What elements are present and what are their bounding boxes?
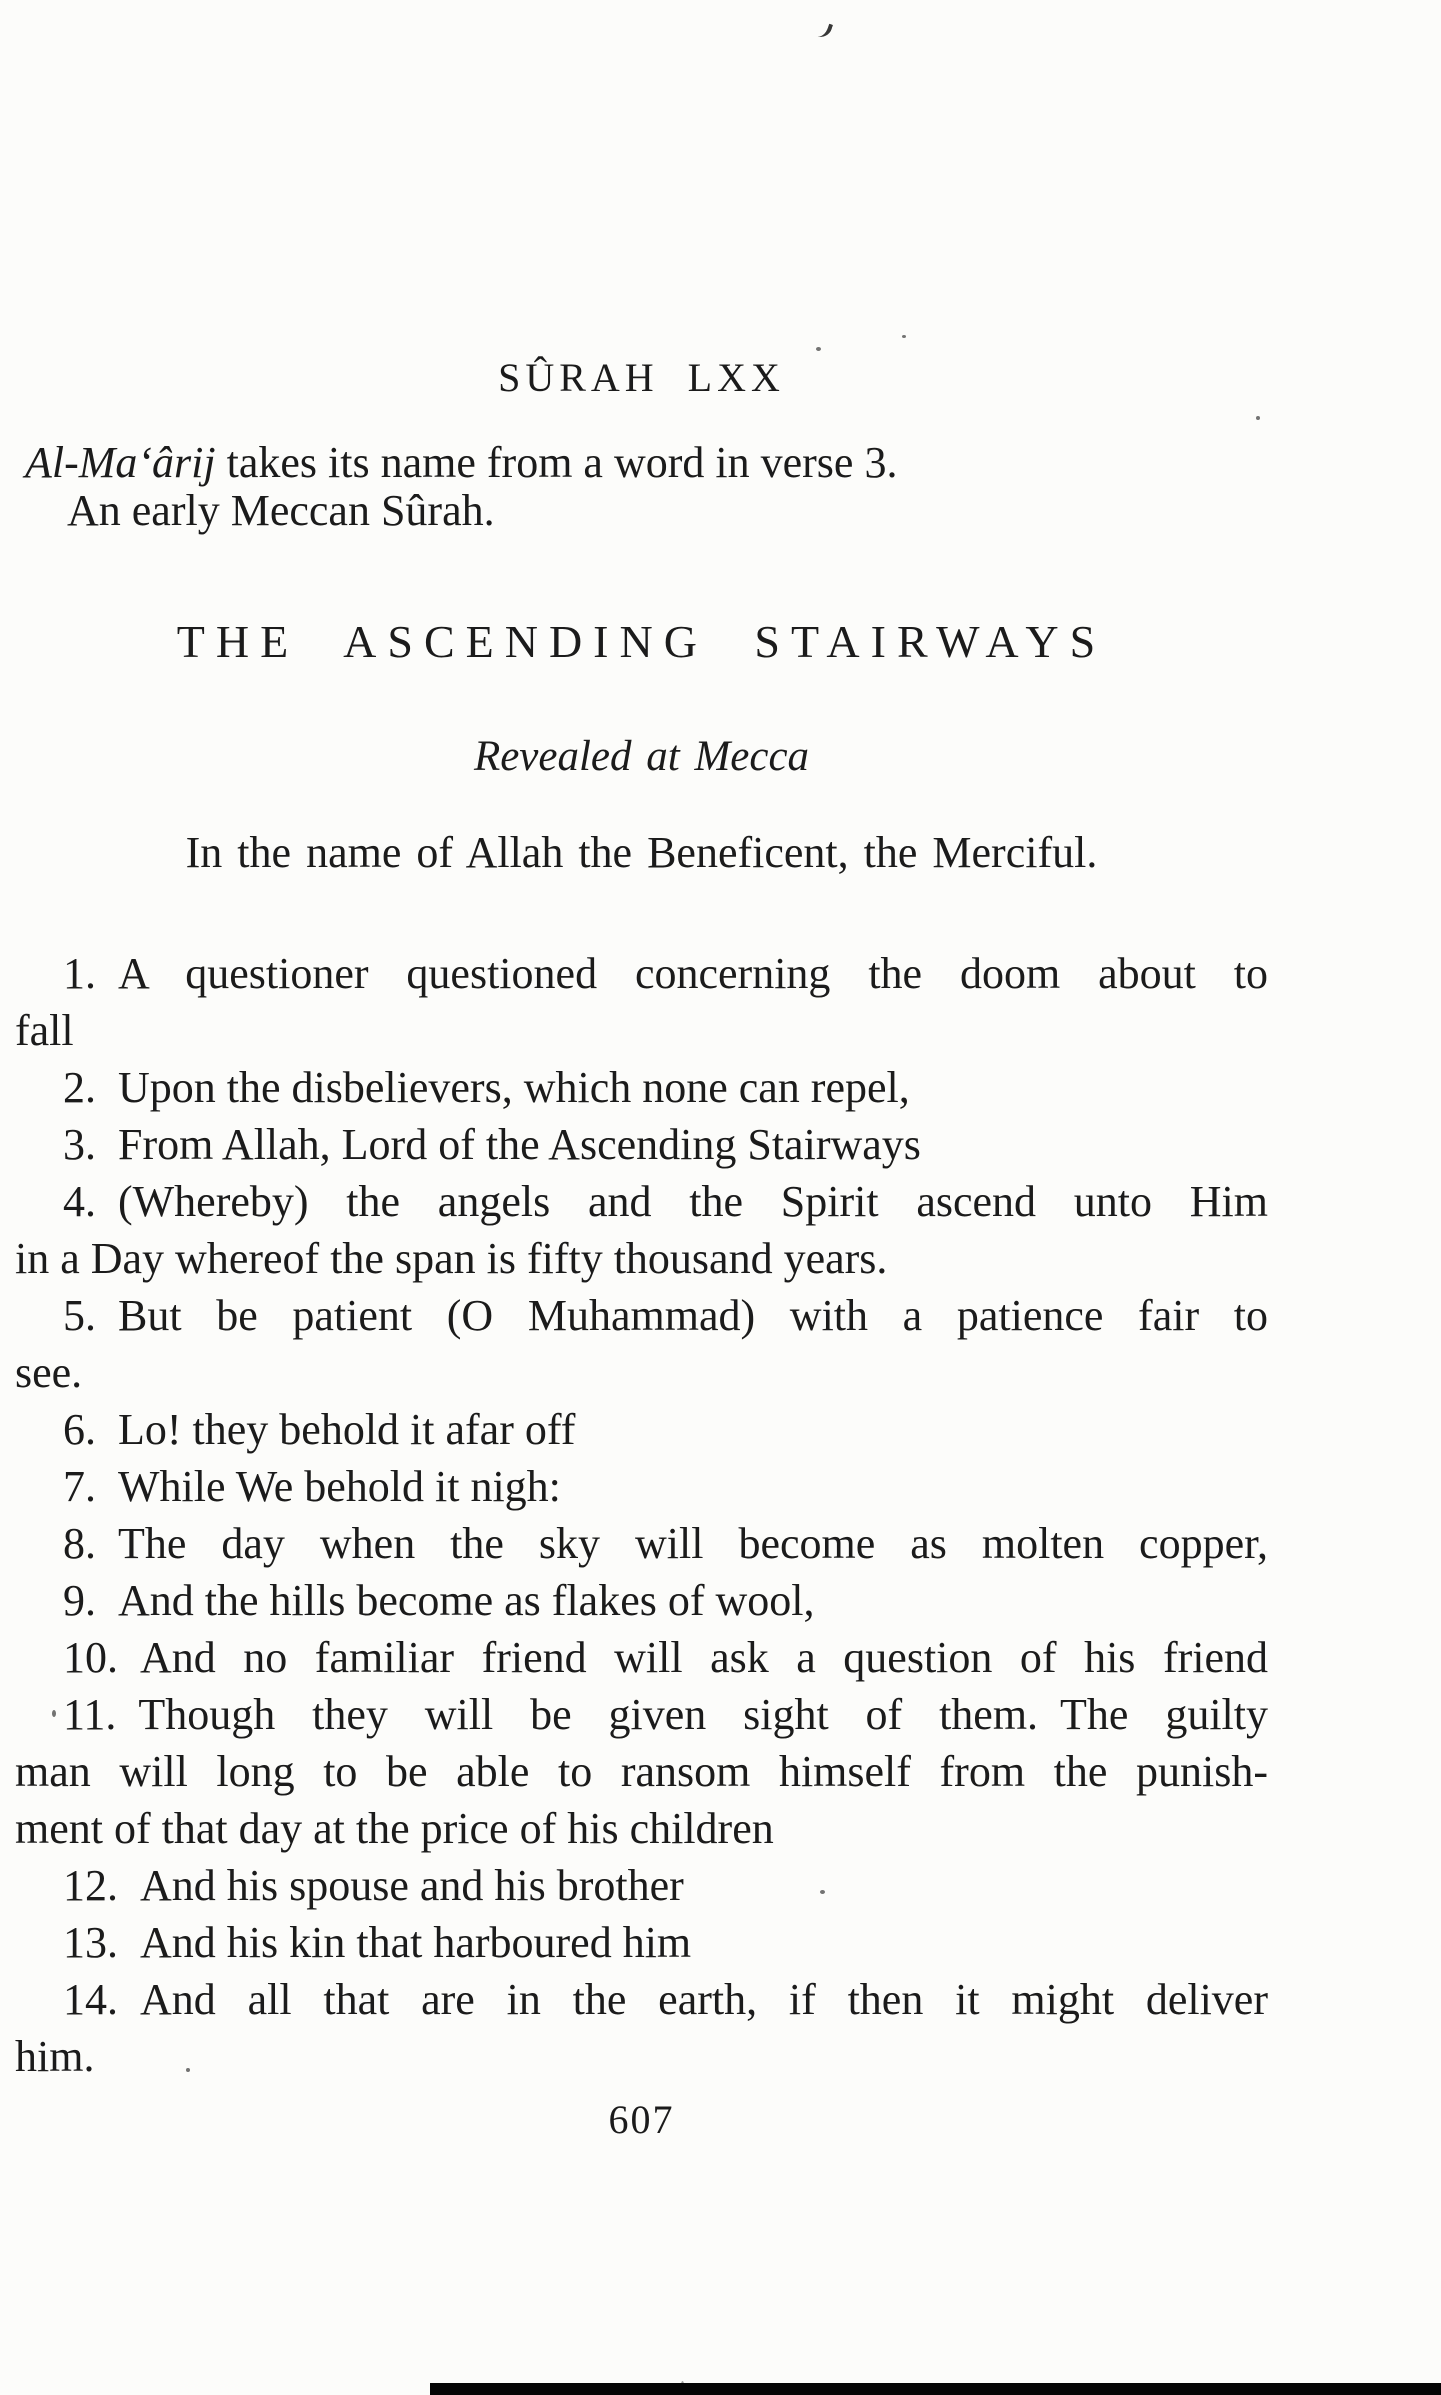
intro-line-1	[25, 439, 1268, 487]
verse-line-start: 8. The day when the sky will become as molten copper,	[63, 1519, 1268, 1568]
scan-curl-mark	[813, 20, 833, 40]
scan-edge-bar	[430, 2383, 1441, 2395]
page-number: 607	[608, 2097, 675, 2142]
scan-speck	[1256, 416, 1260, 420]
scan-speck	[902, 335, 906, 338]
intro-line-2: An early Meccan Sûrah.	[67, 486, 495, 535]
revealed-at-subtitle: Revealed at Mecca	[473, 733, 810, 780]
verse-line-start: 2. Upon the disbelievers, which none can repel,	[63, 1063, 910, 1112]
verse-line-start: 14. And all that are in the earth, if then it might deliver	[63, 1975, 1268, 2024]
scan-speck	[820, 1890, 825, 1894]
verse-line-start: 10. And no familiar friend will ask a question of his friend	[63, 1633, 1268, 1682]
verse-line-start: 1. A questioner questioned concerning the doom about to	[63, 949, 1268, 998]
verse-line-continuation: in a Day whereof the span is fifty thousand years.	[15, 1234, 888, 1283]
verse-line-start: 13. And his kin that harboured him	[63, 1918, 692, 1967]
scan-speck	[186, 2068, 190, 2072]
verse-line-start: 6. Lo! they behold it afar off	[63, 1405, 576, 1454]
verse-line-continuation: him.	[15, 2032, 95, 2081]
verse-line-start: 3. From Allah, Lord of the Ascending Stairways	[63, 1120, 921, 1169]
verse-line-continuation: man will long to be able to ransom himself from the punish-	[15, 1747, 1268, 1796]
verse-line-start: 7. While We behold it nigh:	[63, 1462, 561, 1511]
verse-line-start: 4. (Whereby) the angels and the Spirit ascend unto Him	[63, 1177, 1268, 1226]
verse-line-start: 11. Though they will be given sight of them. The guilty	[63, 1690, 1268, 1739]
surah-title: THE ASCENDING STAIRWAYS	[176, 616, 1107, 667]
intro-note	[15, 439, 1268, 535]
scan-speck	[816, 347, 821, 351]
surah-header: SÛRAH LXX	[498, 355, 785, 400]
bismillah-line: In the name of Allah the Beneficent, the Merciful.	[185, 828, 1098, 877]
verse-line-start: 9. And the hills become as flakes of wool,	[63, 1576, 815, 1625]
intro-line-1-text: takes its name from a word in verse 3.	[215, 438, 898, 487]
scan-speck	[52, 1710, 56, 1717]
verse-line-continuation: see.	[15, 1348, 83, 1397]
verse-block	[15, 945, 1268, 2085]
verse-line-continuation: fall	[15, 1006, 74, 1055]
surah-arabic-name: Al-Ma‘ârij	[25, 438, 216, 487]
verse-line-start: 12. And his spouse and his brother	[63, 1861, 684, 1910]
verse-line-start: 5. But be patient (O Muhammad) with a patience fair to	[63, 1291, 1268, 1340]
verse-line-continuation: ment of that day at the price of his children	[15, 1804, 774, 1853]
